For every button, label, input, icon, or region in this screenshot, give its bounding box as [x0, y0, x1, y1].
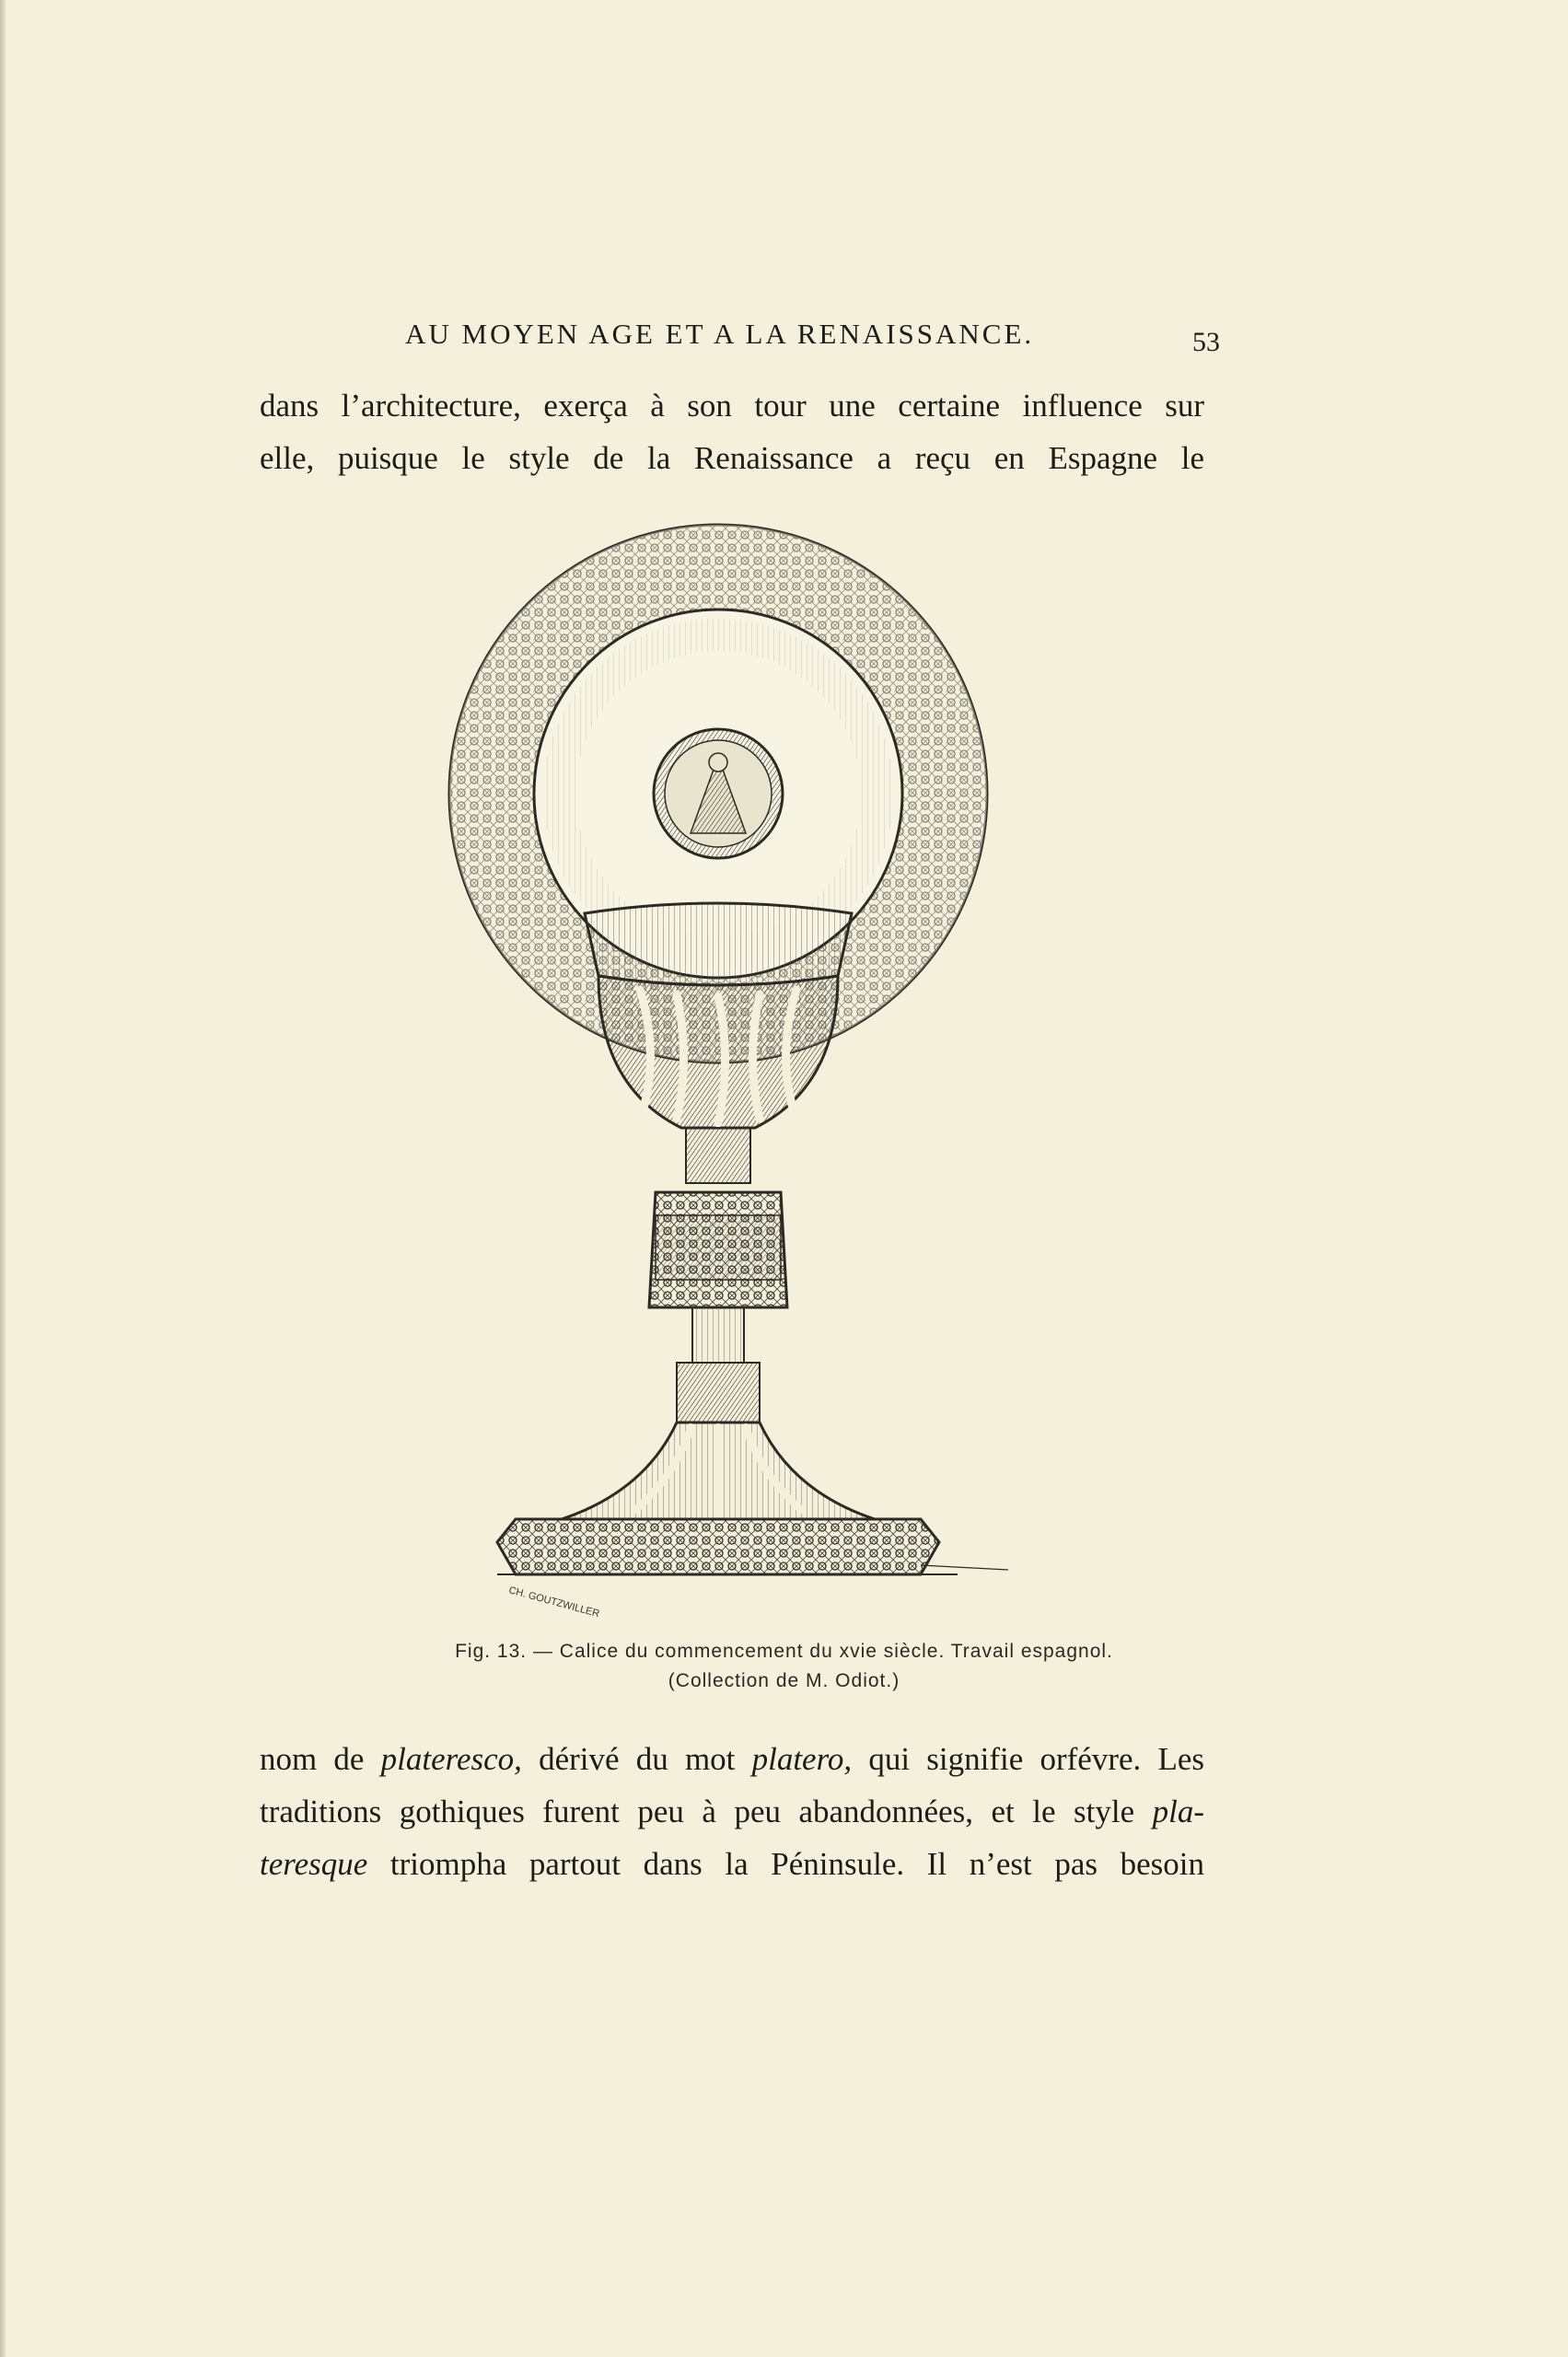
italic-term: plateresco,: [380, 1741, 522, 1777]
text-line: dans l’architecture, exerça à son tour une certaine influence sur: [260, 388, 1204, 424]
running-head: [258, 318, 1220, 364]
text-line: [260, 1838, 1204, 1890]
running-title: AU MOYEN AGE ET A LA RENAISSANCE.: [405, 318, 1035, 350]
paragraph-top: [260, 379, 1204, 484]
page-number: 53: [1192, 327, 1220, 357]
figure-caption: [258, 1637, 1310, 1696]
caption-line: Fig. 13. — Calice du commencement du xvie siècle. Travail espagnol.: [455, 1641, 1113, 1662]
text-segment: dérivé du mot: [521, 1741, 752, 1777]
page-edge: [0, 0, 6, 2357]
engraver-signature: CH. GOUTZWILLER: [507, 1585, 601, 1620]
text-line: [260, 1733, 1204, 1785]
chalice-engraving: [442, 516, 1031, 1620]
caption-line: (Collection de M. Odiot.): [668, 1670, 900, 1691]
paragraph-bottom: [260, 1733, 1204, 1890]
text-segment: qui signifie orfévre. Les: [852, 1741, 1204, 1777]
text-segment: triompha partout dans la Péninsule. Il n’est pas besoin: [367, 1846, 1204, 1882]
text-segment: nom de: [260, 1741, 381, 1777]
italic-term: platero,: [751, 1741, 853, 1777]
text-line: [260, 1785, 1204, 1838]
text-segment: traditions gothiques furent peu à peu abandonnées, et le style: [260, 1794, 1153, 1829]
chalice-illustration: [442, 516, 1031, 1620]
italic-term: pla-: [1152, 1794, 1204, 1829]
text-line: elle, puisque le style de la Renaissance a reçu en Espagne le: [260, 440, 1204, 476]
italic-term: teresque: [260, 1846, 368, 1882]
